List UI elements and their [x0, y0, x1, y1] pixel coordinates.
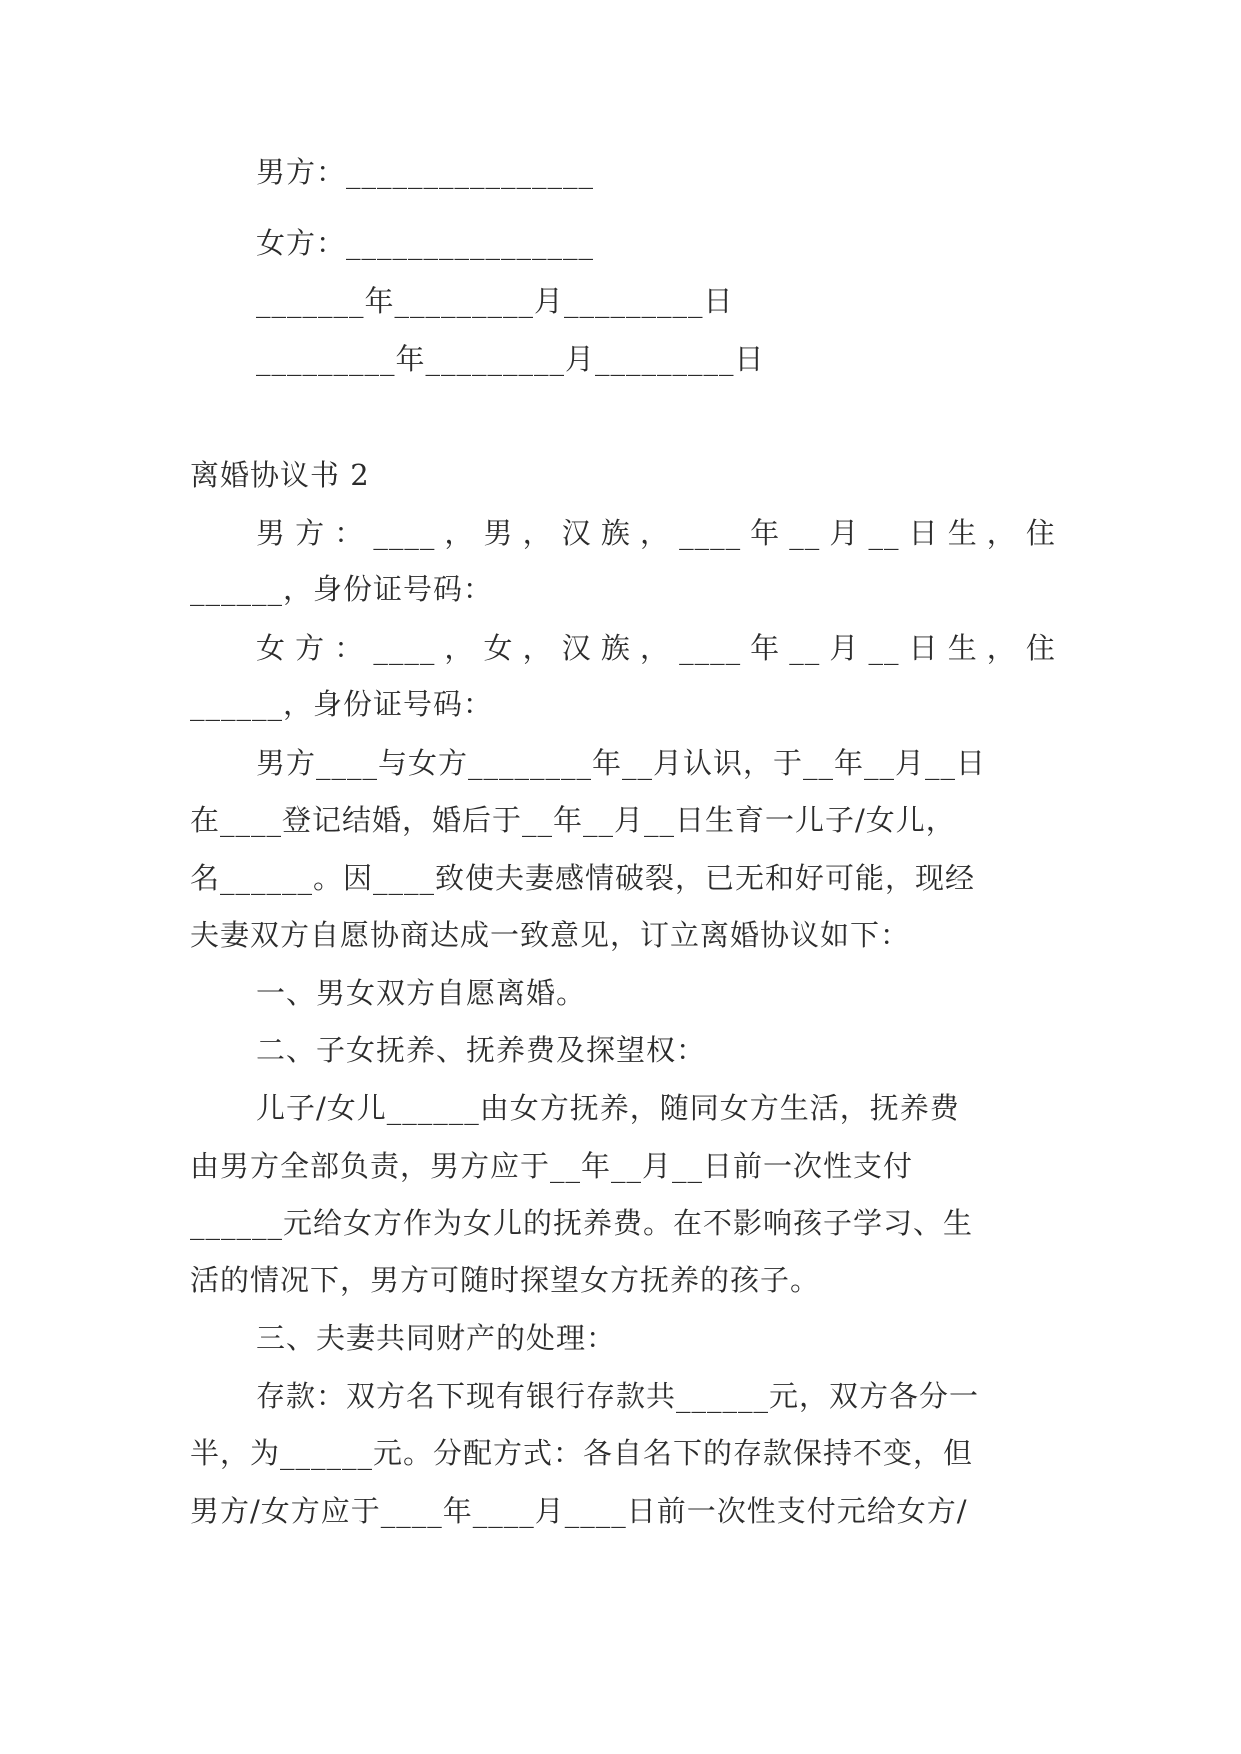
party-token: 汉: [561, 631, 592, 665]
female-party-line-1: [256, 628, 1056, 668]
party-token: 月: [829, 631, 860, 665]
party-token: __: [789, 516, 821, 550]
party-token: __: [789, 631, 821, 665]
party-token: ____: [373, 516, 436, 550]
party-token: 女: [256, 631, 287, 665]
signature-date-2: _________年_________月_________日: [256, 342, 765, 376]
party-token: 生: [947, 516, 978, 550]
party-token: 族: [600, 516, 631, 550]
party-token: ，: [639, 631, 670, 665]
property-line: 半，为______元。分配方式：各自名下的存款保持不变，但: [190, 1436, 974, 1470]
party-token: ，: [522, 516, 553, 550]
custody-line: 由男方全部负责，男方应于__年__月__日前一次性支付: [190, 1149, 914, 1183]
male-party-line-2: ______，身份证号码：: [190, 572, 494, 606]
intro-line: 夫妻双方自愿协商达成一致意见，订立离婚协议如下：: [190, 918, 911, 952]
party-token: ，: [986, 516, 1017, 550]
male-party-line-1: [256, 513, 1056, 553]
party-token: ____: [679, 516, 742, 550]
party-token: ____: [373, 631, 436, 665]
intro-line: 在____登记结婚，婚后于__年__月__日生育一儿子/女儿，: [190, 803, 956, 837]
document-title: 离婚协议书 2: [190, 458, 370, 492]
party-token: ：: [334, 516, 365, 550]
party-token: ，: [444, 631, 475, 665]
party-token: ，: [639, 516, 670, 550]
party-token: 方: [295, 631, 326, 665]
party-token: ，: [444, 516, 475, 550]
party-token: ：: [334, 631, 365, 665]
custody-line: ______元给女方作为女儿的抚养费。在不影响孩子学习、生: [190, 1206, 974, 1240]
intro-line: 男方____与女方________年__月认识，于__年__月__日: [256, 746, 987, 780]
party-token: ，: [986, 631, 1017, 665]
party-token: 男: [483, 516, 514, 550]
clause-heading: 三、夫妻共同财产的处理：: [256, 1321, 617, 1355]
party-token: __: [868, 516, 900, 550]
female-signature-line: 女方：________________: [256, 226, 595, 260]
party-token: 生: [947, 631, 978, 665]
clause-heading: 二、子女抚养、抚养费及探望权：: [256, 1033, 707, 1067]
party-token: 年: [750, 631, 781, 665]
female-party-line-2: ______，身份证号码：: [190, 687, 494, 721]
party-token: 住: [1025, 516, 1056, 550]
party-token: 住: [1025, 631, 1056, 665]
property-line: 存款：双方名下现有银行存款共______元，双方各分一: [256, 1379, 980, 1413]
party-token: ____: [679, 631, 742, 665]
signature-date-1: _______年_________月_________日: [256, 284, 734, 318]
clause-heading: 一、男女双方自愿离婚。: [256, 976, 587, 1010]
male-signature-line: 男方：________________: [256, 155, 595, 189]
property-line: 男方/女方应于____年____月____日前一次性支付元给女方/: [190, 1494, 968, 1528]
party-token: 日: [908, 631, 939, 665]
party-token: 年: [750, 516, 781, 550]
party-token: 方: [295, 516, 326, 550]
intro-line: 名______。因____致使夫妻感情破裂，已无和好可能，现经: [190, 861, 976, 895]
custody-line: 活的情况下，男方可随时探望女方抚养的孩子。: [190, 1263, 821, 1297]
party-token: 女: [483, 631, 514, 665]
party-token: 族: [600, 631, 631, 665]
party-token: ，: [522, 631, 553, 665]
party-token: 日: [908, 516, 939, 550]
custody-line: 儿子/女儿______由女方抚养，随同女方生活，抚养费: [256, 1091, 960, 1125]
party-token: __: [868, 631, 900, 665]
party-token: 男: [256, 516, 287, 550]
party-token: 汉: [561, 516, 592, 550]
party-token: 月: [829, 516, 860, 550]
